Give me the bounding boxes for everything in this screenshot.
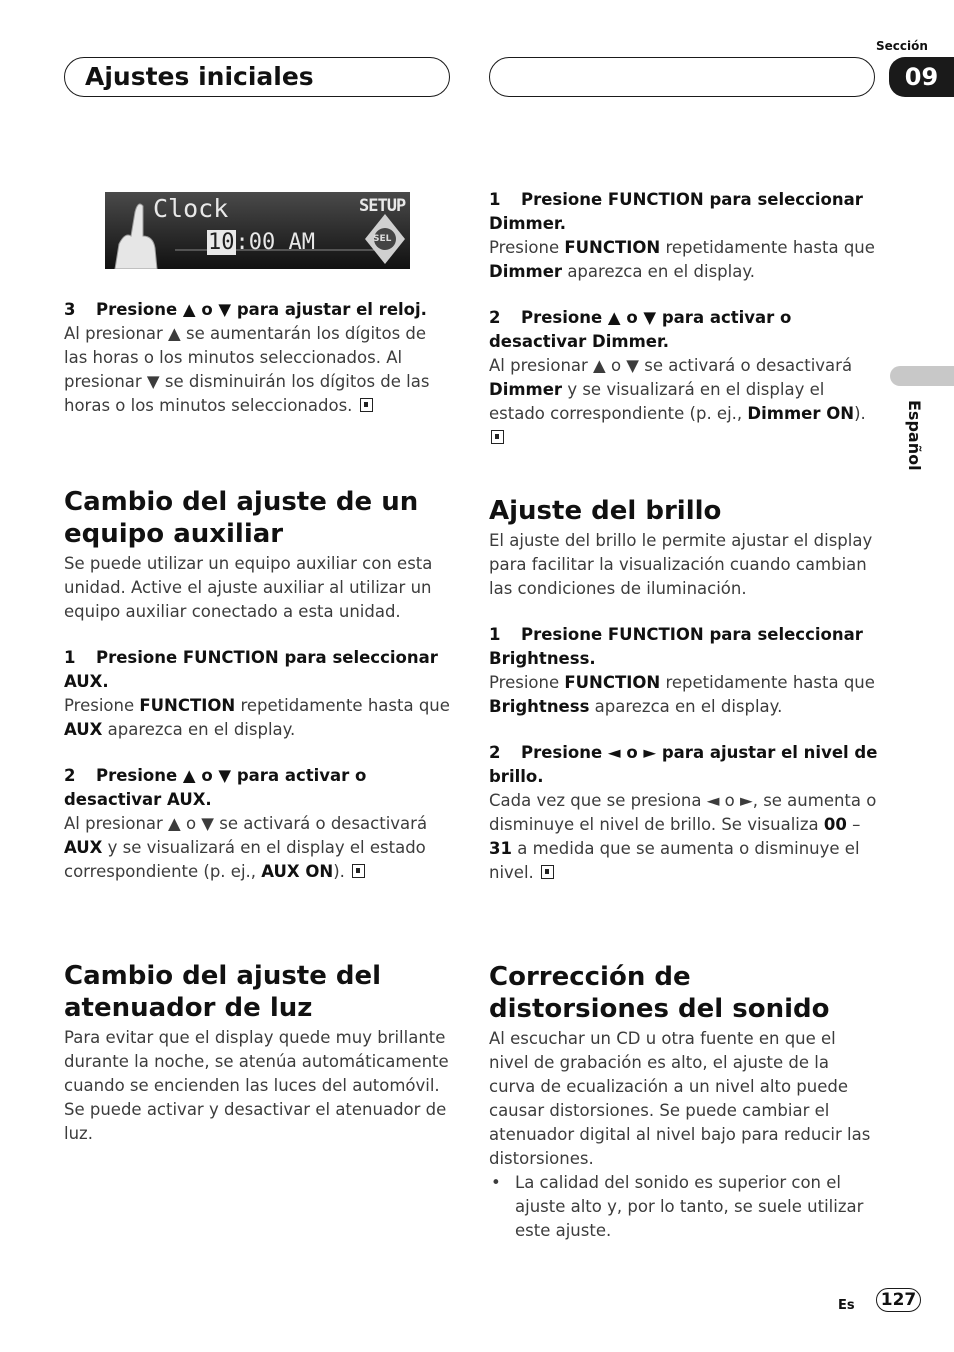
- dimmer-step-1: 1 Presione FUNCTION para seleccionar Dimmer.: [489, 190, 863, 233]
- aux-step-2: 2 Presione ▲ o ▼ para activar o desactivar AUX.: [64, 766, 367, 809]
- brightness-step-2-text: Cada vez que se presiona ◄ o ►, se aumenta o disminuye el nivel de brillo. Se visualiza 00 – 31 a medida que se aumenta o disminuye el nivel.: [489, 791, 877, 882]
- brightness-step-2: 2 Presione ◄ o ► para ajustar el nivel de brillo.: [489, 743, 878, 786]
- clock-step-3-text: Al presionar ▲ se aumentarán los dígitos de las horas o los minutos seleccionados. Al presionar ▼ se disminuirán los dígitos de las horas o los minutos seleccionados.: [64, 324, 430, 415]
- distortion-heading: Corrección de distorsiones del sonido: [489, 962, 830, 1024]
- left-column: [64, 298, 454, 418]
- dimmer-section: [64, 960, 454, 1146]
- end-mark-icon: [352, 864, 365, 878]
- clock-step-3: 3 Presione ▲ o ▼ para ajustar el reloj.: [64, 300, 427, 319]
- lcd-mode-label: Clock: [153, 194, 229, 223]
- page-number: 127: [876, 1288, 921, 1312]
- brightness-intro: El ajuste del brillo le permite ajustar el display para facilitar la visualización cuando cambian las condiciones de iluminación.: [489, 531, 873, 598]
- distortion-bullet: • La calidad del sonido es superior con el ajuste alto y, por lo tanto, se suele utilizar este ajuste.: [489, 1171, 879, 1243]
- lcd-time: [207, 230, 315, 255]
- language-label: Español: [905, 400, 924, 471]
- lcd-time-rest: :00 AM: [235, 230, 315, 255]
- dimmer-step-2: 2 Presione ▲ o ▼ para activar o desactivar Dimmer.: [489, 308, 792, 351]
- aux-step-1-text: Presione FUNCTION repetidamente hasta que AUX aparezca en el display.: [64, 696, 450, 739]
- brightness-heading: Ajuste del brillo: [489, 496, 722, 526]
- right-column-top: [489, 188, 879, 450]
- aux-step-1: 1 Presione FUNCTION para seleccionar AUX.: [64, 648, 438, 691]
- lcd-time-hours: 10: [208, 230, 235, 255]
- footer-lang-code: Es: [838, 1298, 855, 1313]
- end-mark-icon: [491, 430, 504, 444]
- lcd-sel-label: SEL: [373, 234, 392, 244]
- section-number: 09: [889, 57, 954, 97]
- dimmer-heading: Cambio del ajuste del atenuador de luz: [64, 961, 382, 1023]
- end-mark-icon: [541, 865, 554, 879]
- section-title: Ajustes iniciales: [85, 62, 314, 91]
- brightness-step-1-text: Presione FUNCTION repetidamente hasta que Brightness aparezca en el display.: [489, 673, 875, 716]
- dimmer-intro: Para evitar que el display quede muy brillante durante la noche, se atenúa automáticamente cuando se encienden las luces del automóvil. Se puede activar y desactivar el atenuador de luz.: [64, 1028, 449, 1143]
- distortion-intro: Al escuchar un CD u otra fuente en que el nivel de grabación es alto, el ajuste de la curva de ecualización a un nivel alto puede causar distorsiones. Se puede cambiar el atenuador digital al nivel bajo para reducir las distorsiones.: [489, 1029, 871, 1168]
- section-title-box: [64, 57, 450, 97]
- language-tab: [890, 366, 954, 386]
- bullet-icon: •: [491, 1173, 501, 1192]
- seccion-label: Sección: [876, 39, 928, 53]
- distortion-section: [489, 961, 879, 1243]
- dimmer-step-2-text: Al presionar ▲ o ▼ se activará o desactivará Dimmer y se visualizará en el display el estado correspondiente (p. ej., Dimmer ON).: [489, 354, 879, 450]
- clock-lcd-display: [105, 192, 410, 269]
- aux-heading: Cambio del ajuste de un equipo auxiliar: [64, 487, 419, 549]
- brightness-section: [489, 495, 879, 885]
- header-empty-box: [489, 57, 875, 97]
- end-mark-icon: [360, 398, 373, 412]
- aux-step-2-text: Al presionar ▲ o ▼ se activará o desactivará AUX y se visualizará en el display el estado correspondiente (p. ej., AUX ON).: [64, 814, 428, 881]
- aux-intro: Se puede utilizar un equipo auxiliar con esta unidad. Active el ajuste auxiliar al utilizar un equipo auxiliar conectado a esta unidad.: [64, 554, 433, 621]
- aux-section: [64, 486, 454, 884]
- brightness-step-1: 1 Presione FUNCTION para seleccionar Brightness.: [489, 625, 863, 668]
- dimmer-step-1-text: Presione FUNCTION repetidamente hasta que Dimmer aparezca en el display.: [489, 238, 875, 281]
- lcd-setup-label: SETUP: [359, 196, 406, 216]
